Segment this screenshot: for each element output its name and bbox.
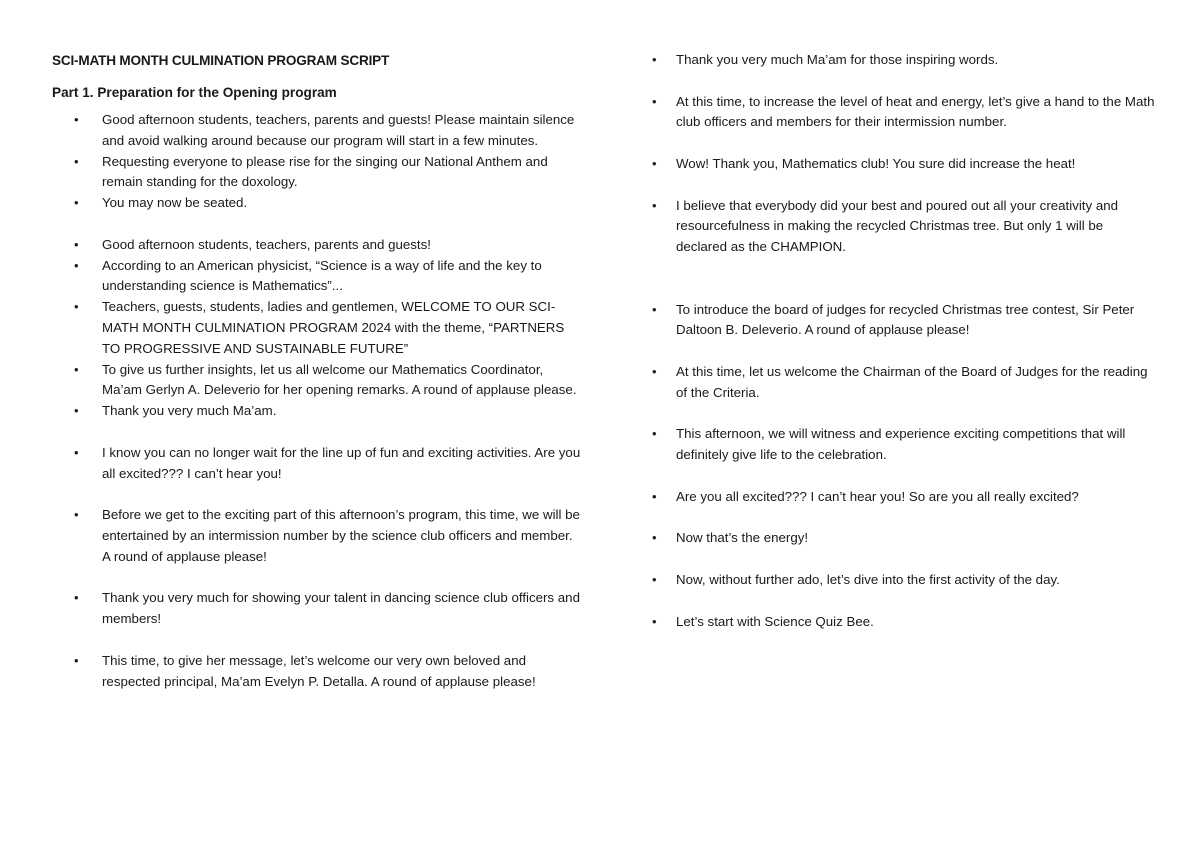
list-item: • Teachers, guests, students, ladies and gentlemen, WELCOME TO OUR SCI-MATH MONTH CULMINATION PROGRAM 2024 with the theme, “PARTNERS TO PROGRESSIVE AND SUSTAINABLE FUTURE” bbox=[52, 297, 582, 359]
list-item: • Good afternoon students, teachers, parents and guests! Please maintain silence and avoid walking around because our program will start in a few minutes. bbox=[52, 110, 582, 152]
document-title: SCI-MATH MONTH CULMINATION PROGRAM SCRIPT bbox=[52, 53, 390, 68]
right-script-list-8 bbox=[652, 487, 1157, 508]
list-item: • Now, without further ado, let’s dive into the first activity of the day. bbox=[652, 570, 1157, 591]
right-script-list-6 bbox=[652, 362, 1157, 404]
right-script-list-10 bbox=[652, 570, 1157, 591]
right-script-list-5 bbox=[652, 300, 1157, 342]
list-item: • You may now be seated. bbox=[52, 193, 582, 214]
list-item: • To introduce the board of judges for recycled Christmas tree contest, Sir Peter Daltoon B. Deleverio. A round of applause please! bbox=[652, 300, 1157, 342]
part-title: Part 1. Preparation for the Opening program bbox=[52, 85, 337, 100]
list-item: • Before we get to the exciting part of this afternoon’s program, this time, we will be entertained by an intermission number by the science club officers and member. A round of applause please! bbox=[52, 505, 582, 567]
intermission-script-list bbox=[52, 505, 582, 567]
list-item: • Requesting everyone to please rise for the singing our National Anthem and remain standing for the doxology. bbox=[52, 152, 582, 194]
right-script-list-7 bbox=[652, 424, 1157, 466]
list-item: • At this time, to increase the level of heat and energy, let’s give a hand to the Math club officers and members for their intermission number. bbox=[652, 92, 1157, 134]
list-item: • Are you all excited??? I can’t hear you! So are you all really excited? bbox=[652, 487, 1157, 508]
right-column bbox=[652, 50, 1157, 632]
right-script-list-9 bbox=[652, 528, 1157, 549]
left-column bbox=[52, 50, 582, 692]
principal-script-list bbox=[52, 651, 582, 693]
activities-script-list bbox=[52, 443, 582, 485]
list-item: • Thank you very much for showing your talent in dancing science club officers and members! bbox=[52, 588, 582, 630]
list-item: • This time, to give her message, let’s welcome our very own beloved and respected principal, Ma’am Evelyn P. Detalla. A round of applause please! bbox=[52, 651, 582, 693]
list-item: • To give us further insights, let us all welcome our Mathematics Coordinator, Ma’am Gerlyn A. Deleverio for her opening remarks. A round of applause please. bbox=[52, 360, 582, 402]
list-item: • At this time, let us welcome the Chairman of the Board of Judges for the reading of the Criteria. bbox=[652, 362, 1157, 404]
right-script-list-3 bbox=[652, 154, 1157, 175]
right-script-list-11 bbox=[652, 612, 1157, 633]
thanks-script-list bbox=[52, 588, 582, 630]
list-item: • Now that’s the energy! bbox=[652, 528, 1157, 549]
list-item: • Let’s start with Science Quiz Bee. bbox=[652, 612, 1157, 633]
right-script-list-1 bbox=[652, 50, 1157, 71]
list-item: • Wow! Thank you, Mathematics club! You sure did increase the heat! bbox=[652, 154, 1157, 175]
list-item: • Thank you very much Ma’am for those inspiring words. bbox=[652, 50, 1157, 71]
list-item: • Thank you very much Ma’am. bbox=[52, 401, 582, 422]
welcome-script-list bbox=[52, 235, 582, 422]
right-script-list-2 bbox=[652, 92, 1157, 134]
list-item: • I believe that everybody did your best and poured out all your creativity and resourcefulness in making the recycled Christmas tree. But only 1 will be declared as the CHAMPION. bbox=[652, 196, 1157, 258]
right-script-list-4 bbox=[652, 196, 1157, 258]
opening-script-list bbox=[52, 110, 582, 214]
list-item: • Good afternoon students, teachers, parents and guests! bbox=[52, 235, 582, 256]
list-item: • This afternoon, we will witness and experience exciting competitions that will definitely give life to the celebration. bbox=[652, 424, 1157, 466]
list-item: • According to an American physicist, “Science is a way of life and the key to understanding science is Mathematics”... bbox=[52, 256, 582, 298]
list-item: • I know you can no longer wait for the line up of fun and exciting activities. Are you all excited??? I can’t hear you! bbox=[52, 443, 582, 485]
